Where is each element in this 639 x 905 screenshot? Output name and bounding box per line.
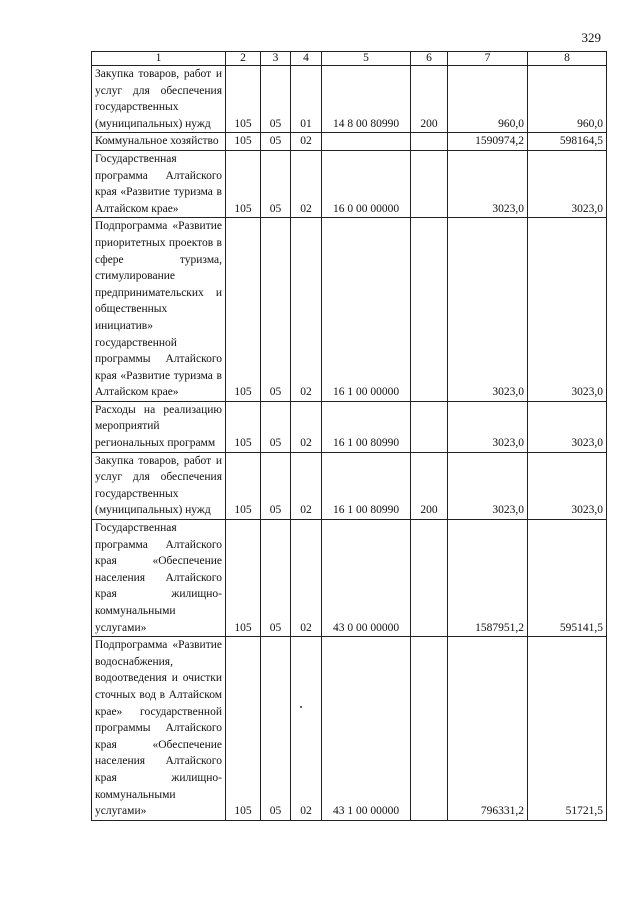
col5-cell: 16 0 00 00000 [322, 150, 411, 217]
col5-cell: 16 1 00 80990 [322, 401, 411, 452]
stray-dot [300, 706, 302, 708]
col3-cell: 05 [261, 218, 291, 402]
row-name-cell: Подпрограмма «Развитие приоритетных проектов в сфере туризма, стимулирование предпринимательских и общественных инициатив» государственной программы Алтайского края «Развитие туризма в Алтайском крае» [92, 218, 226, 402]
col2-cell: 105 [226, 452, 261, 519]
col2-cell: 105 [226, 520, 261, 637]
col8-cell: 595141,5 [528, 520, 607, 637]
table-row [92, 66, 607, 133]
table-row [92, 401, 607, 452]
col6-cell [411, 637, 448, 821]
col2-cell: 105 [226, 133, 261, 151]
col4-cell: 01 [291, 66, 322, 133]
row-name-cell: Государственная программа Алтайского края «Развитие туризма в Алтайском крае» [92, 150, 226, 217]
row-name-cell: Расходы на реализацию мероприятий региональных программ [92, 401, 226, 452]
col4-cell: 02 [291, 133, 322, 151]
col4-cell: 02 [291, 637, 322, 821]
table-row [92, 452, 607, 519]
col3-cell: 05 [261, 133, 291, 151]
col8-cell: 3023,0 [528, 150, 607, 217]
col7-cell: 1587951,2 [448, 520, 528, 637]
col4-cell: 02 [291, 401, 322, 452]
row-name-cell: Закупка товаров, работ и услуг для обеспечения государственных (муниципальных) нужд [92, 66, 226, 133]
col3-cell: 05 [261, 150, 291, 217]
col3-cell: 05 [261, 637, 291, 821]
col2-cell: 105 [226, 401, 261, 452]
row-name-cell: Закупка товаров, работ и услуг для обеспечения государственных (муниципальных) нужд [92, 452, 226, 519]
col7-cell: 3023,0 [448, 401, 528, 452]
col2-cell: 105 [226, 218, 261, 402]
col3-cell: 05 [261, 452, 291, 519]
col7-cell: 960,0 [448, 66, 528, 133]
header-cell: 6 [411, 52, 448, 66]
col6-cell: 200 [411, 66, 448, 133]
table-row [92, 150, 607, 217]
row-name-cell: Коммунальное хозяйство [92, 133, 226, 151]
col8-cell: 960,0 [528, 66, 607, 133]
col5-cell: 16 1 00 00000 [322, 218, 411, 402]
col8-cell: 598164,5 [528, 133, 607, 151]
budget-table [91, 51, 607, 821]
table-row [92, 637, 607, 821]
col2-cell: 105 [226, 66, 261, 133]
col6-cell [411, 401, 448, 452]
header-cell: 5 [322, 52, 411, 66]
col7-cell: 1590974,2 [448, 133, 528, 151]
col6-cell [411, 218, 448, 402]
table-body [92, 66, 607, 821]
col6-cell [411, 150, 448, 217]
table-row [92, 520, 607, 637]
col7-cell: 3023,0 [448, 150, 528, 217]
col2-cell: 105 [226, 637, 261, 821]
table-row [92, 218, 607, 402]
col3-cell: 05 [261, 401, 291, 452]
col5-cell [322, 133, 411, 151]
col5-cell: 43 1 00 00000 [322, 637, 411, 821]
col8-cell: 3023,0 [528, 401, 607, 452]
header-cell: 2 [226, 52, 261, 66]
header-cell: 8 [528, 52, 607, 66]
col7-cell: 3023,0 [448, 452, 528, 519]
col4-cell: 02 [291, 452, 322, 519]
col8-cell: 51721,5 [528, 637, 607, 821]
header-cell: 1 [92, 52, 226, 66]
col7-cell: 796331,2 [448, 637, 528, 821]
col6-cell: 200 [411, 452, 448, 519]
col4-cell: 02 [291, 520, 322, 637]
col6-cell [411, 520, 448, 637]
col7-cell: 3023,0 [448, 218, 528, 402]
col5-cell: 14 8 00 80990 [322, 66, 411, 133]
row-name-cell: Подпрограмма «Развитие водоснабжения, водоотведения и очистки сточных вод в Алтайском крае» государственной программы Алтайского края «Обеспечение населения Алтайского края жилищно-коммунальными услугами» [92, 637, 226, 821]
header-row [92, 52, 607, 66]
col6-cell [411, 133, 448, 151]
page-number: 329 [581, 30, 601, 45]
col3-cell: 05 [261, 66, 291, 133]
row-name-cell: Государственная программа Алтайского края «Обеспечение населения Алтайского края жилищно-коммунальными услугами» [92, 520, 226, 637]
col8-cell: 3023,0 [528, 218, 607, 402]
col8-cell: 3023,0 [528, 452, 607, 519]
col3-cell: 05 [261, 520, 291, 637]
col4-cell: 02 [291, 218, 322, 402]
table-row [92, 133, 607, 151]
col5-cell: 16 1 00 80990 [322, 452, 411, 519]
col2-cell: 105 [226, 150, 261, 217]
header-cell: 7 [448, 52, 528, 66]
col4-cell: 02 [291, 150, 322, 217]
header-cell: 4 [291, 52, 322, 66]
col5-cell: 43 0 00 00000 [322, 520, 411, 637]
header-cell: 3 [261, 52, 291, 66]
